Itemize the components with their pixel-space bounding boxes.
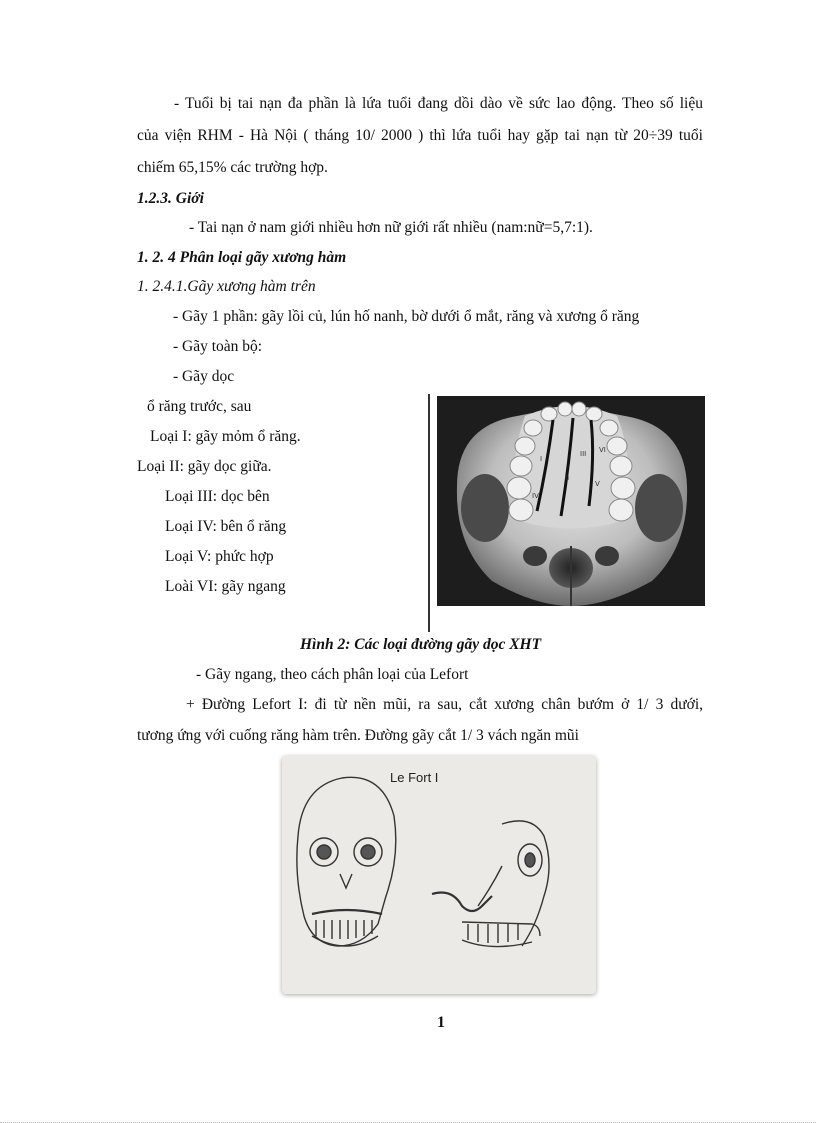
heading-gender: 1.2.3. Giới	[137, 190, 204, 207]
xray-label: IV	[532, 492, 539, 500]
item-partial: - Gãy 1 phần: gãy lồi củ, lún hố nanh, bờ dưới ổ mắt, răng và xương ổ răng	[173, 308, 640, 325]
type-5: Loại V: phức hợp	[165, 548, 274, 565]
type-3: Loại III: dọc bên	[165, 488, 270, 505]
xray-label: II	[565, 474, 570, 482]
heading-upper-jaw: 1. 2.4.1.Gãy xương hàm trên	[137, 278, 316, 295]
lefort-drawing	[282, 756, 596, 994]
type-2: Loại II: gãy dọc giữa.	[137, 458, 272, 475]
lefort1-line2: tương ứng với cuống răng hàm trên. Đường gãy cắt 1/ 3 vách ngăn mũi	[137, 727, 579, 744]
xray-label: V	[595, 480, 600, 488]
type-6: Loài VI: gãy ngang	[165, 578, 286, 595]
para1-line2: của viện RHM - Hà Nội ( tháng 10/ 2000 ) thì lứa tuổi hay gặp tai nạn từ 20÷39 tuổi	[137, 127, 703, 144]
item-horizontal: - Gãy ngang, theo cách phân loại của Lefort	[196, 666, 469, 683]
gender-text: - Tai nạn ở nam giới nhiều hơn nữ giới rất nhiều (nam:nữ=5,7:1).	[189, 219, 593, 236]
page-number: 1	[437, 1014, 445, 1031]
xray-palate-image	[437, 396, 705, 606]
type-4: Loại IV: bên ổ răng	[165, 518, 287, 535]
item-vertical: - Gãy dọc	[173, 368, 235, 385]
xray-figure	[437, 396, 705, 606]
lefort-photo	[282, 756, 596, 994]
heading-classification: 1. 2. 4 Phân loại gãy xương hàm	[137, 249, 347, 266]
lefort1-line1: + Đường Lefort I: đi từ nền mũi, ra sau, cắt xương chân bướm ở 1/ 3 dưới,	[186, 696, 703, 713]
figure-divider	[428, 394, 430, 632]
photo-label: Le Fort I	[390, 770, 439, 785]
type-1: Loại I: gãy mỏm ổ răng.	[150, 428, 301, 445]
para1-line1: - Tuổi bị tai nạn đa phần là lứa tuổi đang dồi dào về sức lao động. Theo số liệu	[174, 95, 703, 112]
xray-label: I	[540, 455, 543, 463]
para1-line3: chiếm 65,15% các trường hợp.	[137, 159, 328, 176]
item-total: - Gãy toàn bộ:	[173, 338, 263, 355]
xray-label: III	[580, 450, 587, 458]
figure-caption: Hình 2: Các loại đường gãy dọc XHT	[300, 636, 542, 653]
xray-label: VI	[599, 446, 606, 454]
item-socket: ổ răng trước, sau	[147, 398, 252, 415]
